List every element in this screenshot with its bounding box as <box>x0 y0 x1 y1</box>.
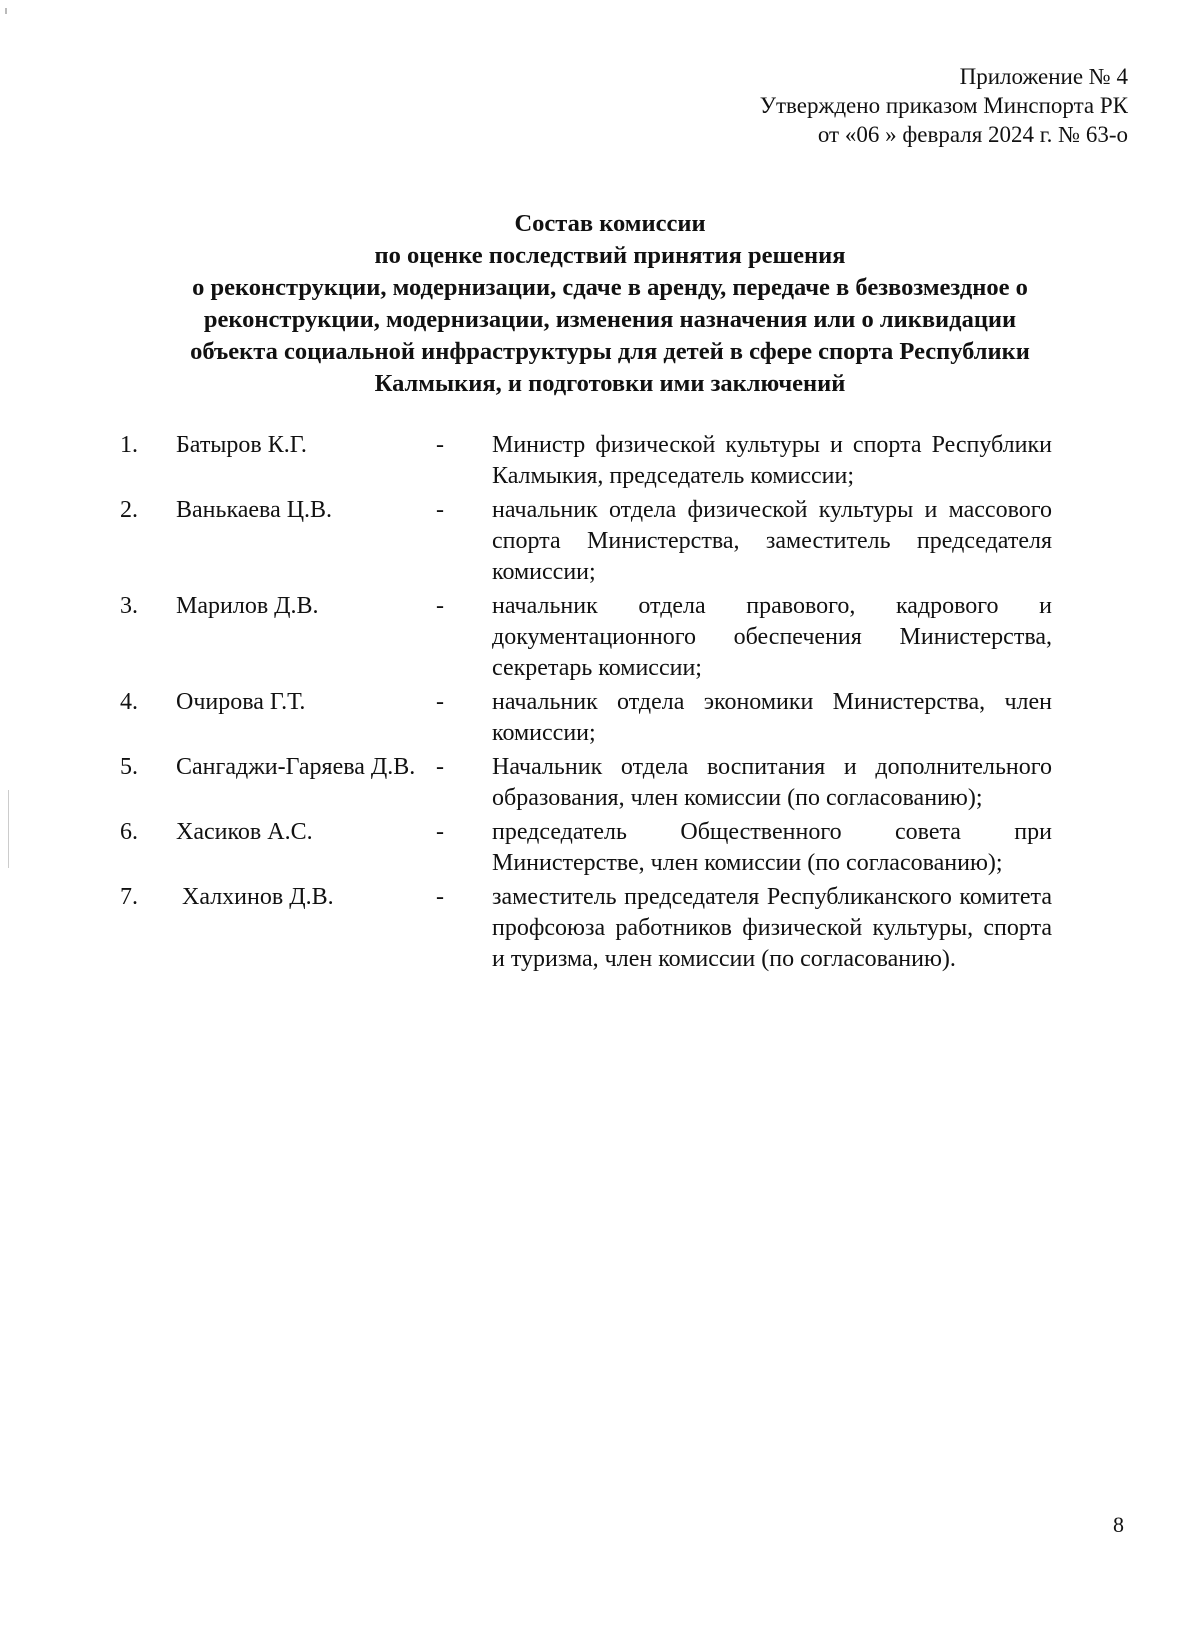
member-dash: - <box>436 819 444 845</box>
member-number: 1. <box>120 432 138 458</box>
member-row <box>120 817 1080 879</box>
member-dash: - <box>436 432 444 458</box>
member-row <box>120 591 1080 684</box>
member-role: председатель Общественного совета при Министерстве, член комиссии (по согласованию); <box>492 819 1052 876</box>
title-line: Состав комиссии <box>514 210 706 237</box>
member-role: начальник отдела физической культуры и массового спорта Министерства, заместитель председателя комиссии; <box>492 497 1052 585</box>
member-row <box>120 882 1080 975</box>
member-dash: - <box>436 689 444 715</box>
member-role: начальник отдела правового, кадрового и документационного обеспечения Министерства, секретарь комиссии; <box>492 593 1052 681</box>
member-number: 6. <box>120 819 138 845</box>
member-name: Халхинов Д.В. <box>182 884 334 910</box>
member-name: Очирова Г.Т. <box>176 689 306 715</box>
member-name: Батыров К.Г. <box>176 432 307 458</box>
commission-member-list <box>120 430 1080 975</box>
member-dash: - <box>436 884 444 910</box>
title-line: по оценке последствий принятия решения <box>374 242 846 269</box>
title-line: о реконструкции, модернизации, сдаче в аренду, передаче в безвозмездное о <box>192 274 1028 301</box>
title-line: объекта социальной инфраструктуры для детей в сфере спорта Республики <box>190 338 1030 365</box>
scan-artifact <box>8 790 9 868</box>
member-dash: - <box>436 497 444 523</box>
document-title <box>130 208 1090 400</box>
member-dash: - <box>436 754 444 780</box>
member-name: Сангаджи-Гаряева Д.В. <box>176 754 416 780</box>
title-line: реконструкции, модернизации, изменения назначения или о ликвидации <box>203 306 1017 333</box>
page-number: 8 <box>1113 1512 1124 1537</box>
member-role: Начальник отдела воспитания и дополнительного образования, член комиссии (по согласованию); <box>492 754 1052 811</box>
member-dash: - <box>436 593 444 619</box>
order-date-line: от «06 » февраля 2024 г. № 63-о <box>817 122 1128 147</box>
member-name: Марилов Д.В. <box>176 593 319 619</box>
title-line: Калмыкия, и подготовки ими заключений <box>374 370 846 397</box>
appendix-label: Приложение № 4 <box>959 64 1128 89</box>
member-number: 2. <box>120 497 138 523</box>
member-role: заместитель председателя Республиканского комитета профсоюза работников физической культуры, спорта и туризма, член комиссии (по согласованию). <box>492 884 1052 972</box>
member-role: начальник отдела экономики Министерства, член комиссии; <box>492 689 1052 746</box>
member-number: 4. <box>120 689 138 715</box>
member-row <box>120 752 1080 814</box>
scan-artifact <box>5 8 7 14</box>
member-name: Хасиков А.С. <box>176 819 313 845</box>
member-number: 3. <box>120 593 138 619</box>
member-number: 5. <box>120 754 138 780</box>
approval-line: Утверждено приказом Минспорта РК <box>759 93 1128 118</box>
approval-header <box>608 62 1128 149</box>
member-name: Ванькаева Ц.В. <box>176 497 333 523</box>
member-row <box>120 687 1080 749</box>
member-number: 7. <box>120 884 138 910</box>
member-row <box>120 495 1080 588</box>
member-role: Министр физической культуры и спорта Республики Калмыкия, председатель комиссии; <box>492 432 1052 489</box>
member-row <box>120 430 1080 492</box>
